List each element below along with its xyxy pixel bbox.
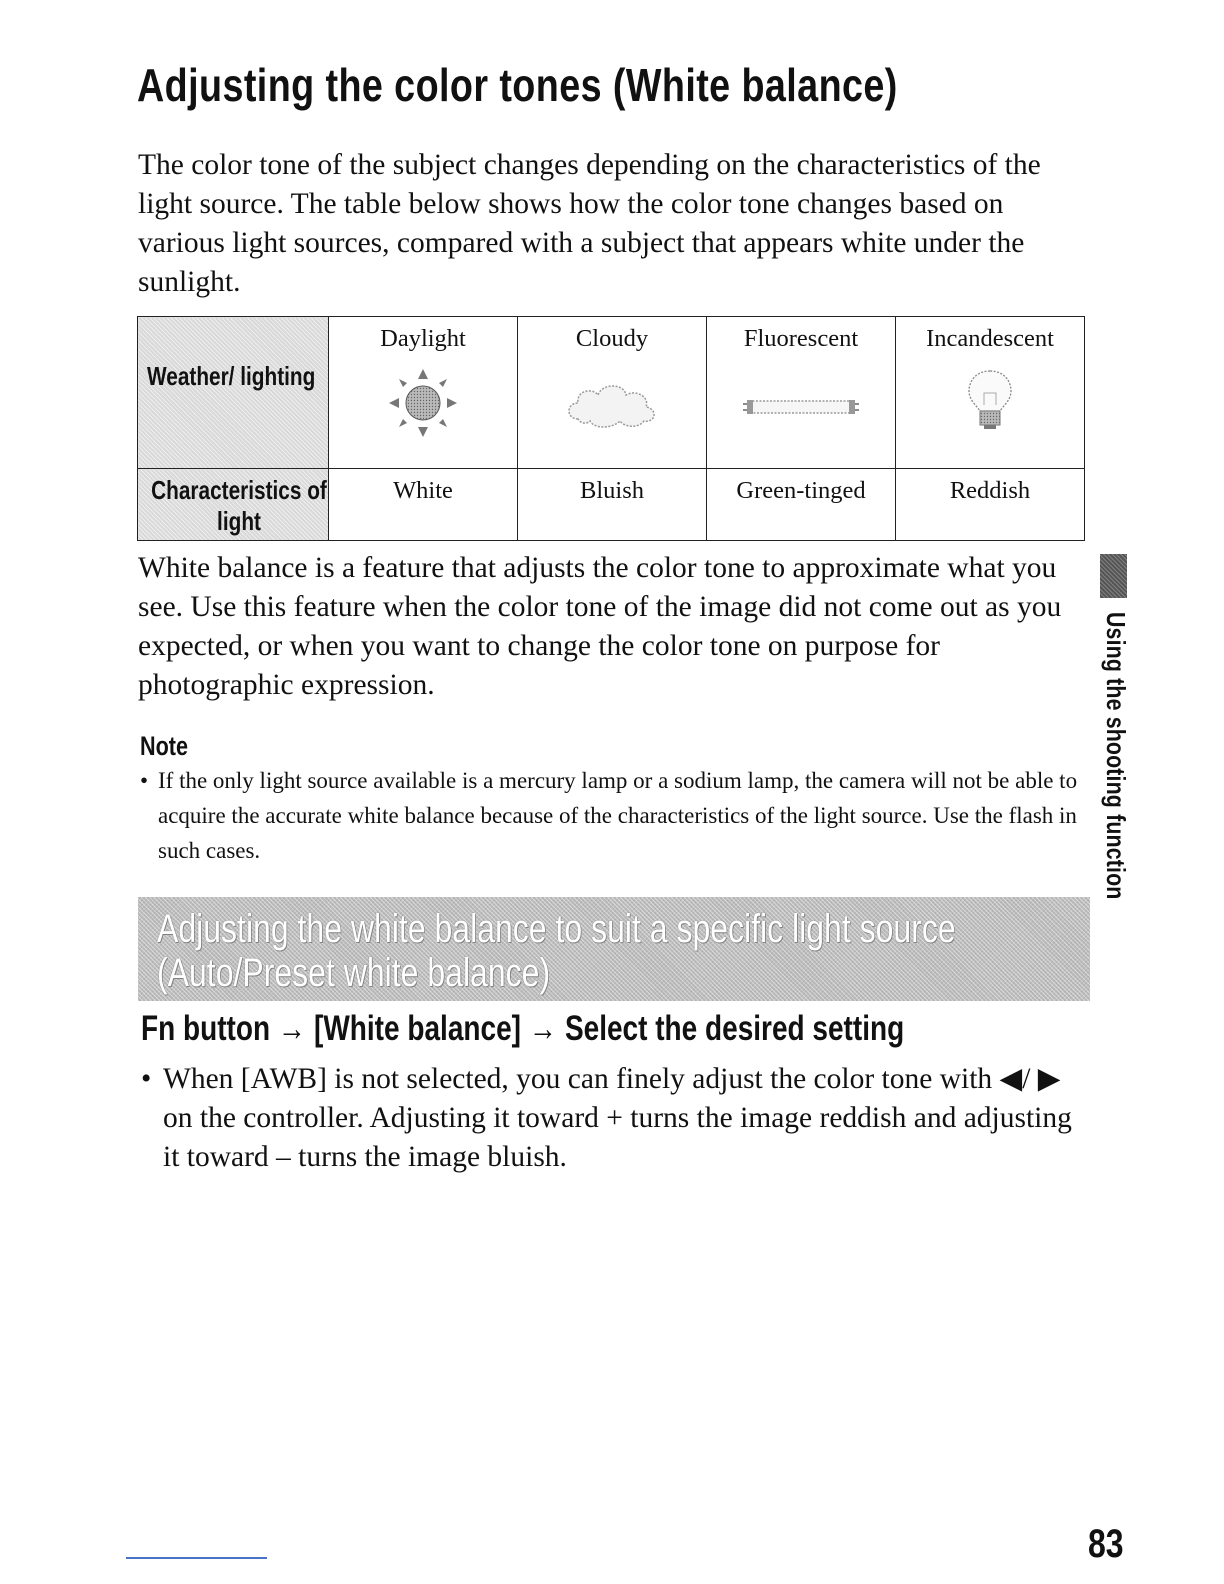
- note-item: • If the only light source available is a mercury lamp or a sodium lamp, the camera will not be able to acquire the accurate white balance because of the characteristics of the light source. Use the flash in such cases.: [158, 763, 1098, 868]
- page-title: Adjusting the color tones (White balance): [137, 59, 898, 111]
- white-balance-table: [137, 316, 1085, 541]
- characteristic-cell: White: [329, 469, 518, 541]
- column-fluorescent: [707, 317, 896, 469]
- note-heading: Note: [140, 731, 188, 761]
- cloud-icon: [564, 375, 660, 435]
- banner-line: Adjusting the white balance to suit a specific light source: [157, 907, 956, 951]
- arrow-icon: →: [278, 1009, 307, 1048]
- section-banner: [138, 897, 1090, 1001]
- banner-line: (Auto/Preset white balance): [157, 951, 551, 995]
- footer-rule: [126, 1557, 267, 1559]
- page-number: 83: [1088, 1522, 1124, 1566]
- column-label: Daylight: [380, 325, 466, 352]
- fine-adjust-bullet: • When [AWB] is not selected, you can finely adjust the color tone with ◀/ ▶ on the controller. Adjusting it toward + turns the image reddish and adjusting it toward – turns the image bluish.: [163, 1060, 1083, 1177]
- table-row: [138, 469, 1085, 541]
- step-menu-item: [White balance]: [314, 1009, 521, 1048]
- fluorescent-tube-icon: [741, 387, 861, 427]
- column-label: Fluorescent: [743, 325, 859, 352]
- row-header-label: Weather/ lighting: [147, 361, 316, 391]
- column-cloudy: [518, 317, 707, 469]
- section-banner-title: [157, 907, 956, 995]
- chapter-tab-label: Using the shooting function: [1101, 612, 1131, 900]
- column-label: Incandescent: [926, 325, 1054, 352]
- arrow-icon: →: [528, 1009, 557, 1048]
- description-paragraph: White balance is a feature that adjusts the color tone to approximate what you see. Use this feature when the color tone of the image did not come out as you expected, or when you want to change the color tone on purpose for photographic expression.: [138, 552, 1062, 701]
- table-row: [138, 317, 1085, 469]
- note-list: [140, 763, 1098, 868]
- row-header-characteristics: [138, 469, 329, 541]
- characteristic-cell: Bluish: [518, 469, 707, 541]
- sun-icon: [383, 363, 463, 443]
- row-header-weather: [138, 317, 329, 469]
- column-incandescent: [896, 317, 1085, 469]
- intro-paragraph: The color tone of the subject changes depending on the characteristics of the light source. The table below shows how the color tone changes based on various light sources, compared with a subject that appears white under the sunlight.: [138, 149, 1041, 298]
- step-fn-button: Fn button: [141, 1009, 271, 1048]
- row-header-label: Characteristics of light: [151, 475, 327, 536]
- characteristic-cell: Reddish: [896, 469, 1085, 541]
- chapter-marker: [1100, 554, 1127, 598]
- column-daylight: [329, 317, 518, 469]
- column-label: Cloudy: [575, 325, 649, 352]
- procedure-step: [141, 1009, 904, 1049]
- step-select-setting: Select the desired setting: [564, 1009, 905, 1048]
- light-bulb-icon: [965, 367, 1015, 437]
- characteristic-cell: Green-tinged: [707, 469, 896, 541]
